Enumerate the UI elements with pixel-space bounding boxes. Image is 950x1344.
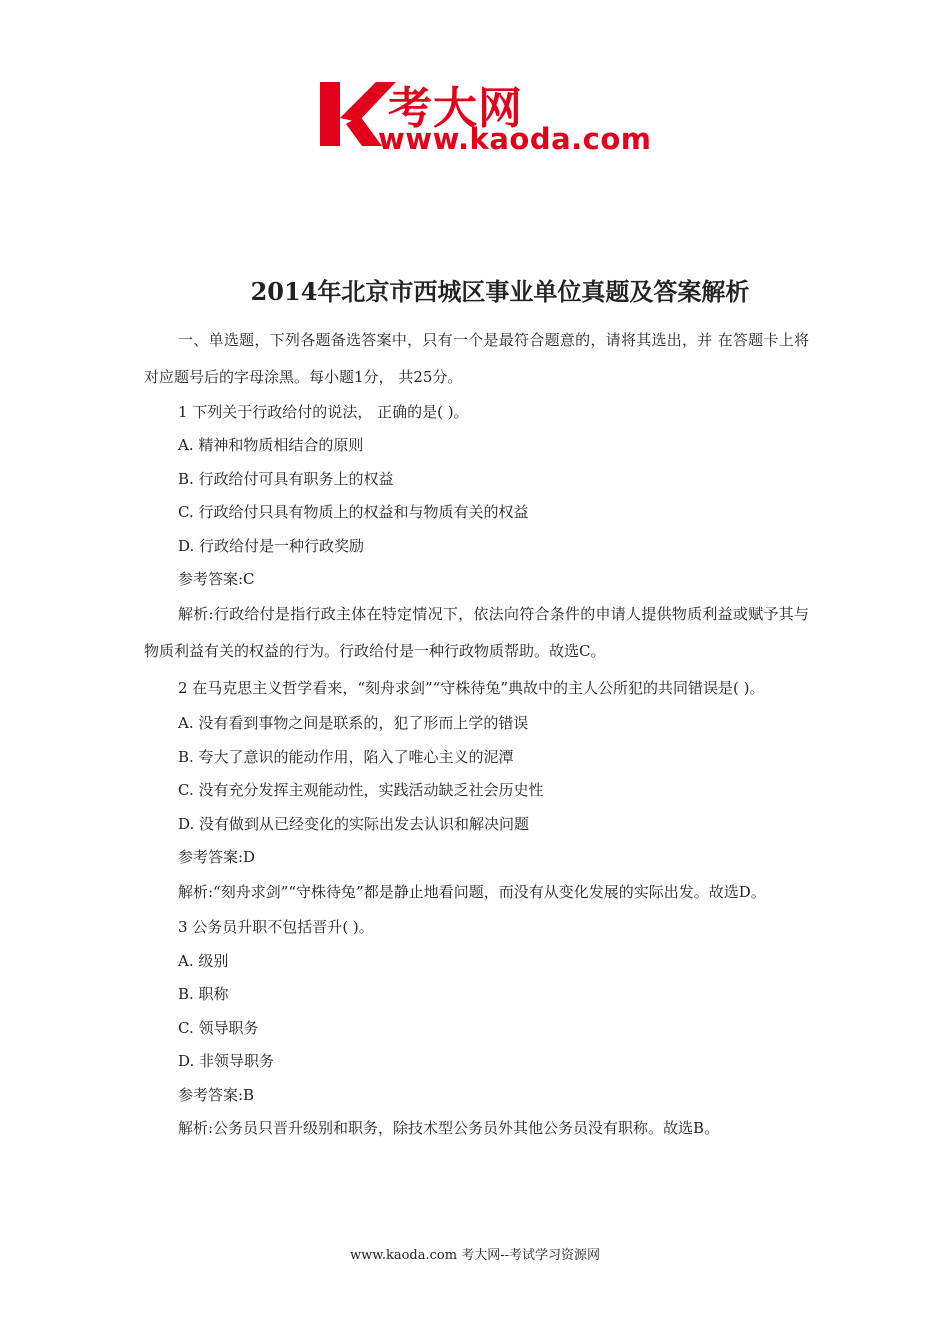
question-option: B. 行政给付可具有职务上的权益 [178,469,394,488]
logo-text-url: www.kaoda.com [378,122,652,156]
question-stem: 2 在马克思主义哲学看来，“刻舟求剑”“守株待兔”典故中的主人公所犯的共同错误是( )。 [178,679,765,698]
document-title: 2014年北京市西城区事业单位真题及答案解析 [250,277,750,306]
page-footer: www.kaoda.com 考大网--考试学习资源网 [350,1248,600,1263]
question-option: C. 领导职务 [178,1018,259,1037]
question-option: A. 没有看到事物之间是联系的，犯了形而上学的错误 [178,714,529,733]
question-stem: 3 公务员升职不包括晋升( )。 [178,918,374,937]
question-option: D. 没有做到从已经变化的实际出发去认识和解决问题 [178,814,530,833]
question-answer: 参考答案:C [178,570,255,589]
question-option: B. 职称 [178,985,229,1004]
question-analysis: 解析:行政给付是指行政主体在特定情况下，依法向符合条件的申请人提供物质利益或赋予其与物质利益有关的权益的行为。行政给付是一种行政物质帮助。故选C。 [144,605,809,661]
question-option: B. 夸大了意识的能动作用，陷入了唯心主义的泥潭 [178,747,514,766]
question-option: D. 非领导职务 [178,1052,275,1071]
question-option: A. 级别 [178,951,229,970]
logo-text-cn: 考大网 [388,83,523,134]
document-body [144,322,809,1145]
question-option: D. 行政给付是一种行政奖励 [178,536,365,555]
question-option: A. 精神和物质相结合的原则 [178,436,364,455]
question-analysis: 解析:公务员只晋升级别和职务，除技术型公务员外其他公务员没有职称。故选B。 [178,1118,720,1137]
question-stem: 1 下列关于行政给付的说法， 正确的是( )。 [178,403,469,421]
question-analysis: 解析:“刻舟求剑”“守株待兔”都是静止地看问题，而没有从变化发展的实际出发。故选D。 [178,883,766,902]
site-logo[interactable] [318,78,652,160]
question-option: C. 行政给付只具有物质上的权益和与物质有关的权益 [178,503,529,522]
question-option: C. 没有充分发挥主观能动性，实践活动缺乏社会历史性 [178,781,544,800]
question-answer: 参考答案:B [178,1085,255,1104]
question-answer: 参考答案:D [178,848,256,867]
section-intro: 一、单选题，下列各题备选答案中，只有一个是最符合题意的，请将其选出，并 在答题卡上将对应题号后的字母涂黑。每小题1分， 共25分。 [144,331,809,386]
